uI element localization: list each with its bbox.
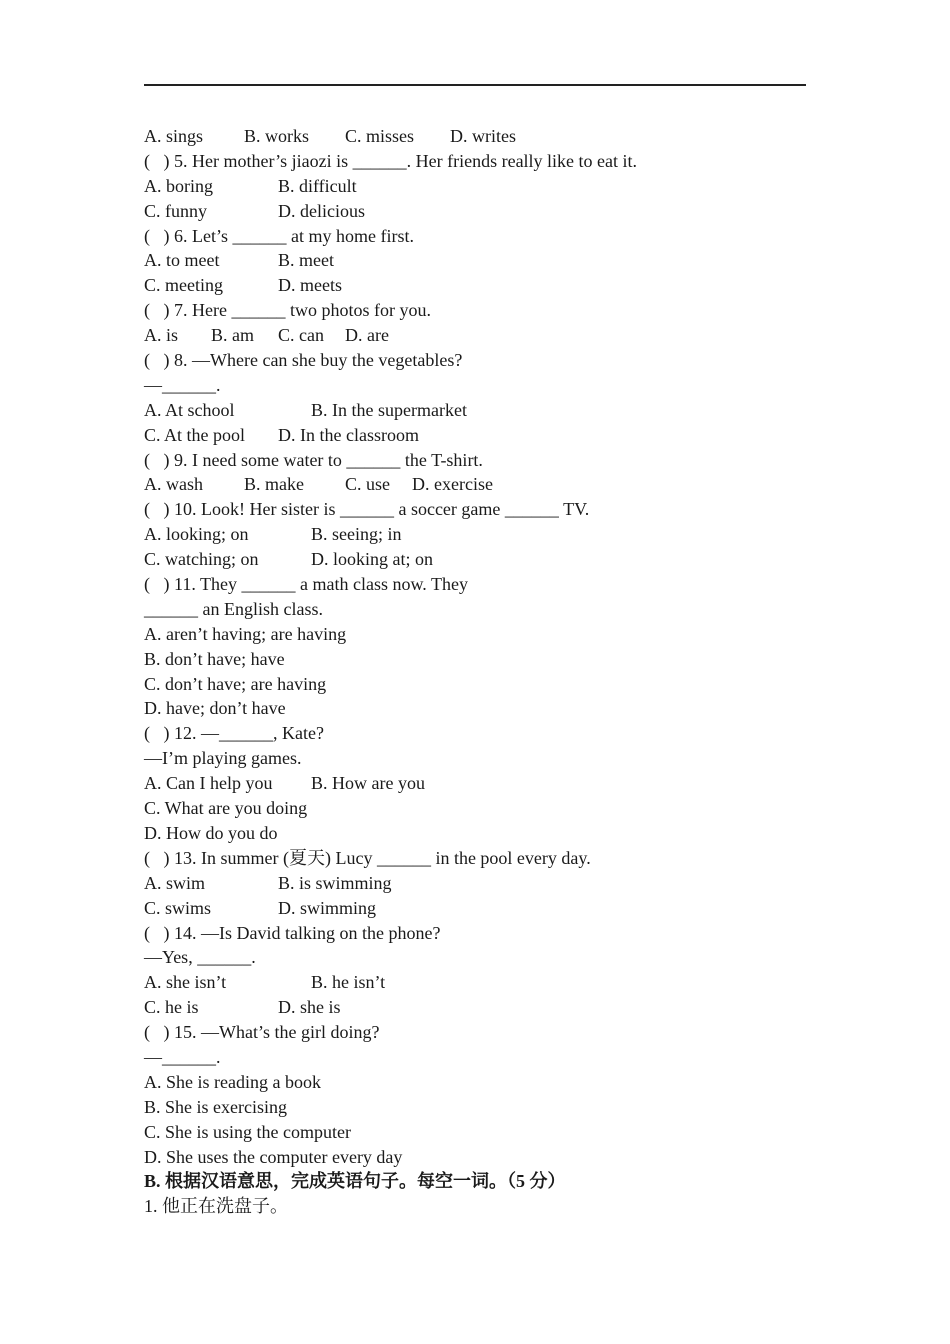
question-line: D. She uses the computer every day [144, 1146, 403, 1167]
answer-options-row [144, 970, 824, 995]
section-heading: B. 根据汉语意思，完成英语句子。每空一词。（5 分） [144, 1171, 566, 1192]
answer-options-row [144, 248, 824, 273]
answer-option: D. exercise [412, 474, 493, 495]
answer-option: A. swim [144, 872, 206, 893]
question-line: D. have; don’t have [144, 698, 286, 719]
question-line: C. don’t have; are having [144, 673, 327, 694]
question-line: A. aren’t having; are having [144, 623, 347, 644]
answer-option: A. At school [144, 399, 235, 420]
answer-option: D. swimming [278, 897, 377, 918]
answer-option: A. boring [144, 175, 213, 196]
question-line: 1. 他正在洗盘子。 [144, 1196, 288, 1217]
answer-options-row [144, 398, 824, 423]
answer-option: A. sings [144, 126, 204, 146]
question-line: ( ) 11. They ______ a math class now. They [144, 574, 468, 595]
question-line: C. What are you doing [144, 798, 308, 819]
answer-option: C. watching; on [144, 549, 259, 570]
answer-option: C. use [345, 474, 390, 495]
answer-option: D. looking at; on [311, 549, 433, 570]
answer-option: D. delicious [278, 200, 365, 221]
answer-option: D. meets [278, 275, 342, 296]
answer-option: B. In the supermarket [311, 399, 467, 420]
question-line: B. She is exercising [144, 1096, 287, 1117]
answer-option: A. Can I help you [144, 773, 273, 794]
answer-option: C. swims [144, 897, 212, 918]
answer-options-row [144, 323, 824, 348]
answer-option: B. he isn’t [311, 972, 386, 993]
question-line: ( ) 13. In summer (夏天) Lucy ______ in the pool every day. [144, 847, 591, 868]
question-line: ( ) 5. Her mother’s jiaozi is ______. Her friends really like to eat it. [144, 150, 638, 171]
question-list [144, 124, 824, 1219]
question-line: —______. [144, 1046, 221, 1067]
answer-options-row [144, 522, 824, 547]
answer-option: A. wash [144, 474, 203, 495]
question-line: ______ an English class. [144, 598, 323, 619]
answer-options-row [144, 423, 824, 448]
question-line: A. She is reading a book [144, 1071, 321, 1092]
answer-option: B. meet [278, 250, 334, 271]
question-line: —I’m playing games. [144, 748, 302, 769]
answer-option: B. make [244, 474, 304, 495]
answer-option: B. difficult [278, 175, 357, 196]
answer-options-row [144, 871, 824, 896]
question-line: ( ) 12. —______, Kate? [144, 723, 324, 744]
answer-option: A. is [144, 325, 179, 346]
answer-option: B. seeing; in [311, 524, 402, 545]
answer-option: B. am [211, 325, 254, 346]
answer-options-row [144, 896, 824, 921]
answer-option: C. meeting [144, 275, 223, 296]
answer-option: A. looking; on [144, 524, 249, 545]
header-rule [144, 84, 806, 86]
answer-options-row [144, 472, 824, 497]
answer-option: C. he is [144, 997, 199, 1018]
question-line: ( ) 10. Look! Her sister is ______ a soccer game ______ TV. [144, 499, 590, 520]
answer-option: C. funny [144, 200, 207, 221]
question-line: C. She is using the computer [144, 1121, 351, 1142]
answer-options-row [144, 174, 824, 199]
answer-options-row [144, 995, 824, 1020]
answer-option: C. At the pool [144, 424, 246, 445]
question-line: —Yes, ______. [144, 947, 256, 968]
answer-options-row [144, 771, 824, 796]
question-line: ( ) 14. —Is David talking on the phone? [144, 922, 441, 943]
answer-options-row [144, 124, 824, 149]
answer-option: A. she isn’t [144, 972, 227, 993]
answer-option: B. works [244, 126, 310, 146]
question-line: D. How do you do [144, 822, 278, 843]
answer-options-row [144, 199, 824, 224]
answer-option: C. misses [345, 126, 415, 146]
answer-option: D. she is [278, 997, 341, 1018]
answer-options-row [144, 273, 824, 298]
question-line: B. don’t have; have [144, 648, 285, 669]
question-line: ( ) 15. —What’s the girl doing? [144, 1022, 380, 1043]
question-line: —______. [144, 374, 221, 395]
question-line: ( ) 8. —Where can she buy the vegetables? [144, 350, 463, 371]
answer-option: D. are [345, 325, 389, 346]
answer-option: B. How are you [311, 773, 425, 794]
answer-option: D. writes [450, 126, 516, 146]
answer-option: D. In the classroom [278, 424, 419, 445]
answer-option: C. can [278, 325, 324, 346]
question-line: ( ) 7. Here ______ two photos for you. [144, 300, 431, 321]
answer-option: B. is swimming [278, 872, 392, 893]
question-line: ( ) 9. I need some water to ______ the T-shirt. [144, 449, 483, 470]
answer-options-row [144, 547, 824, 572]
answer-option: A. to meet [144, 250, 220, 271]
question-line: ( ) 6. Let’s ______ at my home first. [144, 225, 414, 246]
